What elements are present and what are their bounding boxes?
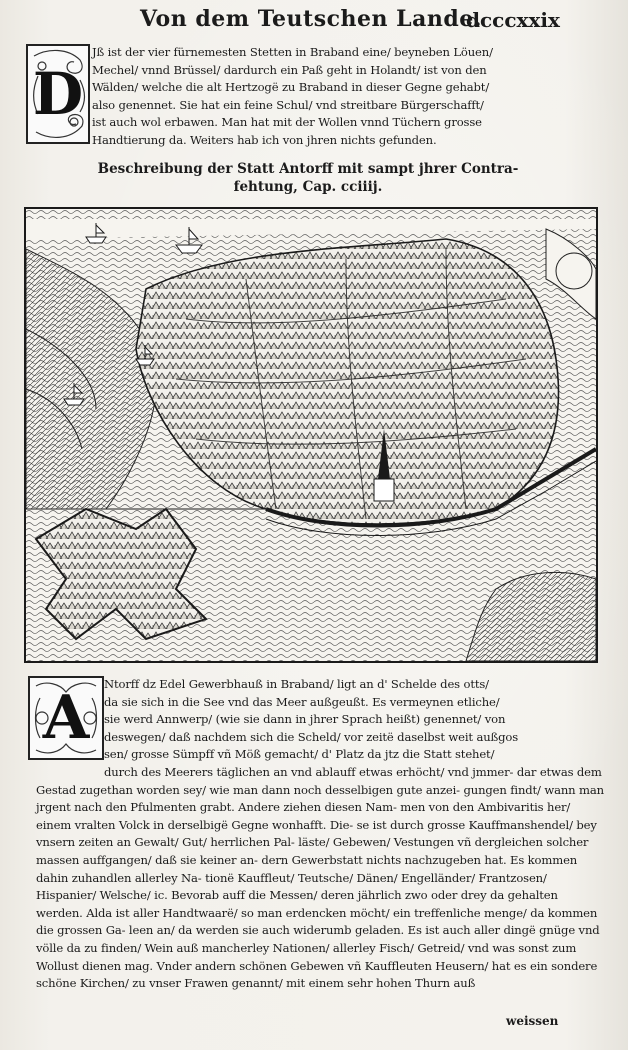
chapter-heading-line: Beschreibung der Statt Antorff mit sampt jhrer Contra-	[97, 161, 519, 177]
catchword: weissen	[506, 1014, 559, 1028]
city-map-illustration	[26, 209, 596, 661]
body-line: men von den Ambivaritis her/ einem vralten Volck in derselbigë Gegne wonhafft. Die-	[36, 800, 571, 832]
initial-letter-d: D	[32, 60, 84, 128]
body-line: sie werd Annwerp/ (wie sie dann in jhrer Sprach heißt) genennet/ von	[104, 712, 506, 727]
chapter-heading-line: fehtung, Cap. cciiij.	[233, 179, 383, 195]
body-paragraph-top	[104, 676, 604, 764]
body-line: Bevorab auff die Messen/ deren jährlich zwo oder drey da gehalten werden. Alda ist aller	[36, 888, 558, 920]
body-line: tionë Kauffleut/ Teutsche/ Dänen/ Engelländer/ Frantzosen/ Hispanier/ Welsche/ ic.	[36, 870, 547, 903]
body-line: Handtwaarë/ so man erdencken möcht/ ein treffenliche menge/ da kommen die grossen Ga-	[36, 905, 598, 938]
intro-paragraph	[92, 44, 604, 150]
body-line: leen an/ da werden sie auch widerumb geladen. Es ist auch aller dingë gnüge vnd völle da	[36, 923, 600, 955]
intro-line: Wälden/ welche die alt Hertzogë zu Braband in dieser Gegne gehabt/	[92, 80, 490, 95]
intro-line: also genennet. Sie hat ein feine Schul/ vnd streitbare Bürgerschafft/	[92, 97, 484, 112]
body-line: Ntorff dz Edel Gewerbhauß in Braband/ ligt an d' Schelde des otts/	[104, 677, 489, 691]
body-line: sen/ grosse Sümpff vñ Möß gemacht/ d' Platz da jtz die Statt stehet/	[104, 747, 495, 762]
body-line: da sie sich in die See vnd das Meer außgeußt. Es vermeynen etliche/	[104, 694, 500, 709]
decorated-initial-a	[28, 676, 104, 760]
decorated-initial-d	[26, 44, 90, 144]
running-header-title: Von dem Teutschen Lande.	[140, 6, 482, 32]
body-line: durch des Meerers täglichen an vnd ablauff etwas erhöcht/ vnd jmmer-	[104, 765, 514, 779]
body-line: Wollust dienen mag. Vnder andern schönen Gebewen vñ Kauffleuten Heusern/ hat es	[36, 958, 527, 973]
body-line: gungen findt/ wann man jrgent nach den Pfulmenten grabt. Andere ziehen diesen Nam-	[36, 782, 604, 815]
body-line: dern Gewerbstatt nichts nachzugeben hat. Es kommen dahin zuhandlen allerley Na-	[36, 852, 578, 885]
body-line: se ist durch grosse Kauffmanshendel/ bey vnsern zeiten an Gewalt/ Gut/ herrlichen Pal-	[36, 817, 597, 850]
intro-line: Mechel/ vnnd Brüssel/ dardurch ein Paß geht in Holandt/ ist von den	[92, 62, 487, 77]
body-line: deswegen/ daß nachdem sich die Scheld/ vor zeitë daselbst weit außgos	[104, 729, 519, 744]
chapter-heading	[78, 160, 538, 196]
body-line: läste/ Gebewen/ Vestungen vñ dergleichen solcher massen auffgangen/ daß sie keiner an-	[36, 835, 589, 867]
intro-line: Jß ist der vier fürnemesten Stetten in Braband eine/ beyneben Löuen/	[92, 45, 493, 59]
body-line: zu finden/ Wein auß mancherley Nationen/ allerley Fisch/ Getreid/ vnd was sonst zum	[84, 940, 577, 955]
body-line: dar etwas dem Gestad zugethan worden sey/ wie man dann noch desselbigen gute anzei-	[36, 765, 602, 797]
folio-number: dcccxxix	[466, 8, 560, 32]
intro-line: ist auch wol erbawen. Man hat mit der Wollen vnnd Tüchern grosse	[92, 115, 482, 130]
intro-line: Handtierung da. Weiters hab ich von jhren nichts gefunden.	[92, 132, 437, 147]
antwerp-city-view-woodcut	[24, 207, 598, 663]
initial-letter-a: A	[42, 683, 90, 753]
body-paragraph-rest	[36, 764, 604, 993]
body-line: ein sondere schöne Kirchen/ zu vnser Frawen genannt/ mit einem sehr hohen Thurn auß	[36, 958, 598, 991]
